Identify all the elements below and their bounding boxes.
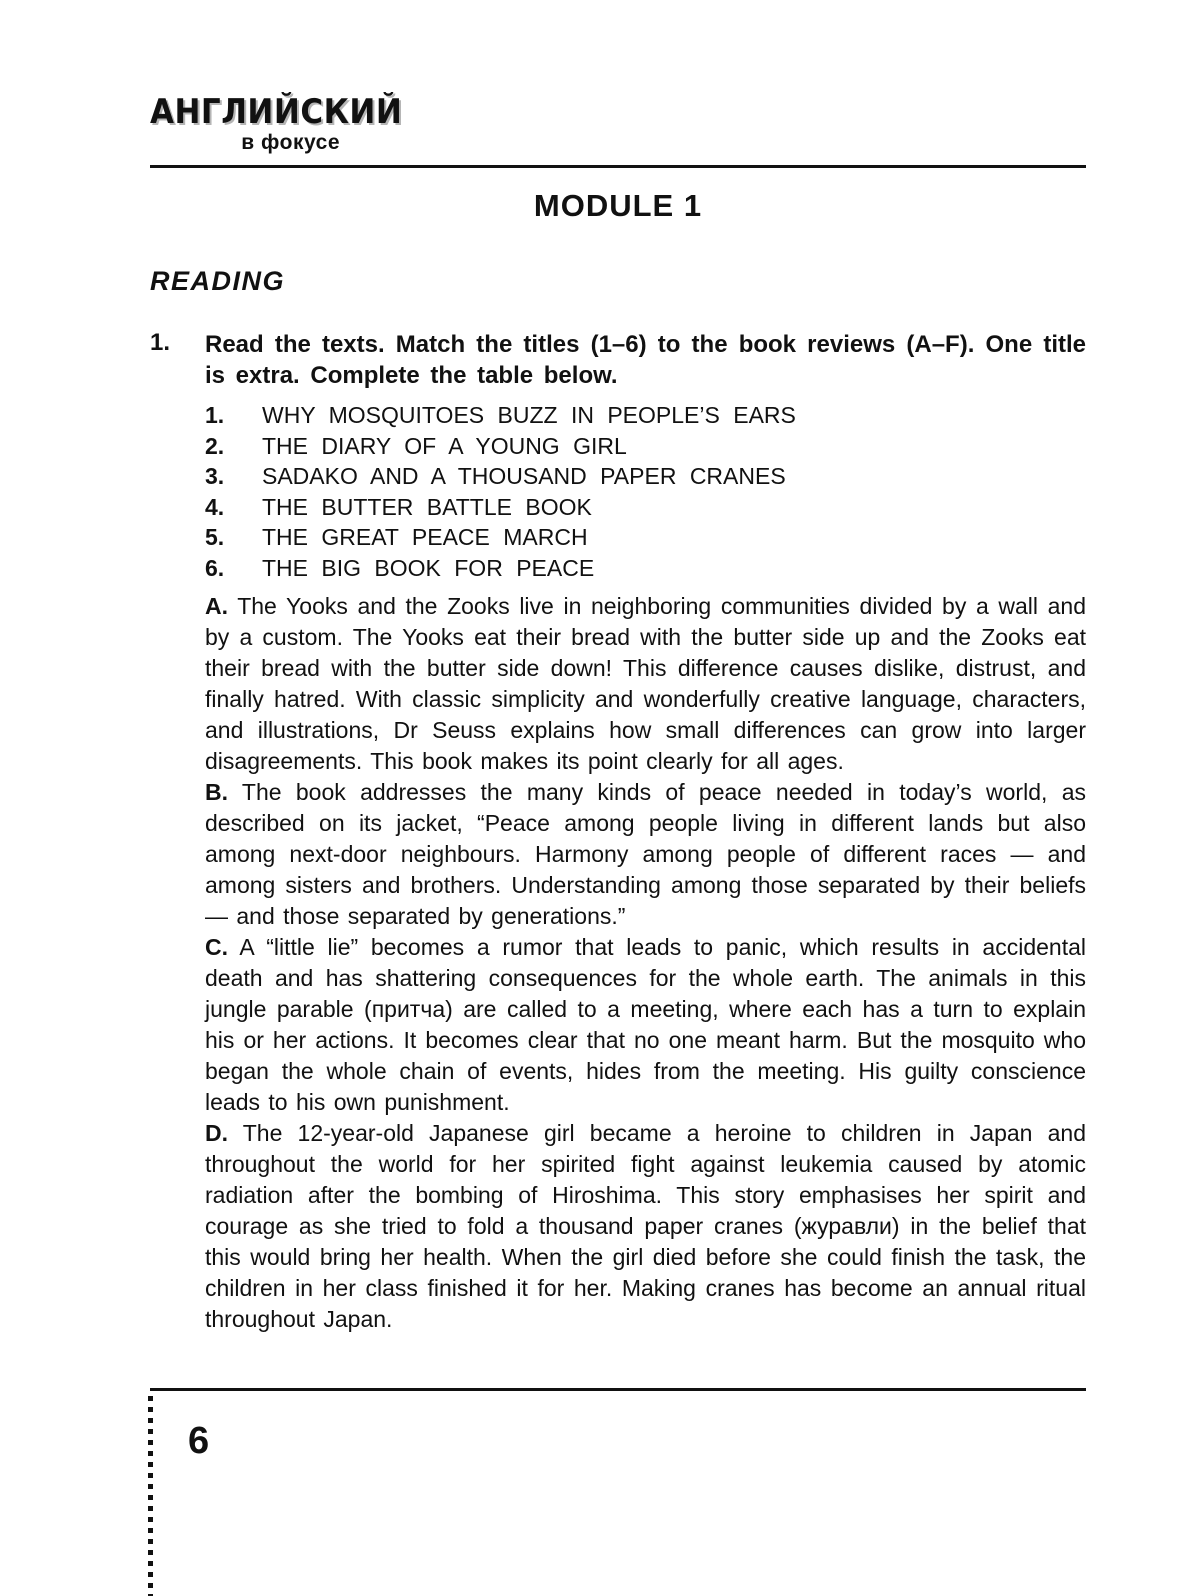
- exercise-header: [150, 329, 1086, 391]
- title-text: SADAKO AND A THOUSAND PAPER CRANES: [262, 463, 786, 489]
- module-title: MODULE 1: [533, 188, 703, 223]
- title-number: 5.: [205, 524, 225, 550]
- review-a: [205, 591, 1086, 777]
- title-number: 1.: [205, 402, 225, 428]
- review-text: A “little lie” becomes a rumor that leads to panic, which results in accidental death and has shattering consequences for the whole earth. The animals in this jungle parable (притча) are called to a meeting, where each has a turn to explain his or her actions. It becomes clear that no one meant harm. But the mosquito who began the whole chain of events, hides from the meeting. His guilty conscience leads to his own punishment.: [205, 934, 1086, 1115]
- bottom-divider: [150, 1388, 1086, 1391]
- book-titles-list: [205, 400, 1086, 583]
- review-d: [205, 1118, 1086, 1335]
- book-reviews: [205, 591, 1086, 1335]
- page-content: [150, 0, 1086, 1335]
- review-letter: B.: [205, 779, 228, 805]
- review-letter: A.: [205, 593, 228, 619]
- list-item: [205, 522, 1086, 553]
- page-number: 6: [188, 1420, 210, 1462]
- title-text: THE BUTTER BATTLE BOOK: [262, 493, 592, 520]
- title-text: THE DIARY OF A YOUNG GIRL: [262, 432, 627, 459]
- title-text: WHY MOSQUITOES BUZZ IN PEOPLE’S EARS: [262, 402, 796, 428]
- title-number: 2.: [205, 432, 225, 459]
- list-item: [205, 400, 1086, 431]
- exercise-1: [150, 329, 1086, 1335]
- section-heading-reading: READING: [150, 266, 286, 296]
- list-item: [205, 492, 1086, 523]
- title-number: 3.: [205, 463, 225, 489]
- title-number: 6.: [205, 554, 225, 581]
- title-text: THE BIG BOOK FOR PEACE: [262, 554, 595, 581]
- spotlight-logo: [150, 92, 403, 155]
- list-item: [205, 461, 1086, 492]
- dotted-margin-line: [148, 1396, 153, 1596]
- logo-sub-text: в фокусе: [241, 131, 340, 154]
- exercise-number: 1.: [150, 329, 171, 356]
- review-text: The 12-year-old Japanese girl became a heroine to children in Japan and throughout the world for her spirited fight against leukemia caused by atomic radiation after the bombing of Hiroshima. This story emphasises her spirit and courage as she tried to fold a thousand paper cranes (журавли) in the belief that this would bring her health. When the girl died before she could finish the task, the children in her class finished it for her. Making cranes has become an annual ritual throughout Japan.: [205, 1120, 1086, 1332]
- exercise-instruction: Read the texts. Match the titles (1–6) to the book reviews (A–F). One title is extra. Complete the table below.: [205, 331, 1086, 389]
- list-item: [205, 431, 1086, 462]
- review-text: The Yooks and the Zooks live in neighboring communities divided by a wall and by a custom. The Yooks eat their bread with the butter side up and the Zooks eat their bread with the butter side down! This difference causes dislike, distrust, and finally hatred. With classic simplicity and wonderfully creative language, characters, and illustrations, Dr Seuss explains how small differences can grow into larger disagreements. This book makes its point clearly for all ages.: [205, 593, 1086, 774]
- review-letter: D.: [205, 1120, 228, 1146]
- review-c: [205, 932, 1086, 1118]
- review-b: [205, 777, 1086, 932]
- title-text: THE GREAT PEACE MARCH: [262, 524, 588, 550]
- title-number: 4.: [205, 493, 225, 520]
- top-divider: [150, 165, 1086, 168]
- logo-main-text: АНГЛИЙСКИЙ: [150, 92, 403, 132]
- list-item: [205, 553, 1086, 584]
- review-letter: C.: [205, 934, 228, 960]
- review-text: The book addresses the many kinds of peace needed in today’s world, as described on its jacket, “Peace among people living in different lands but also among next-door neighbours. Harmony among people of different races — and among sisters and brothers. Understanding among those separated by their beliefs — and those separated by generations.”: [205, 779, 1086, 929]
